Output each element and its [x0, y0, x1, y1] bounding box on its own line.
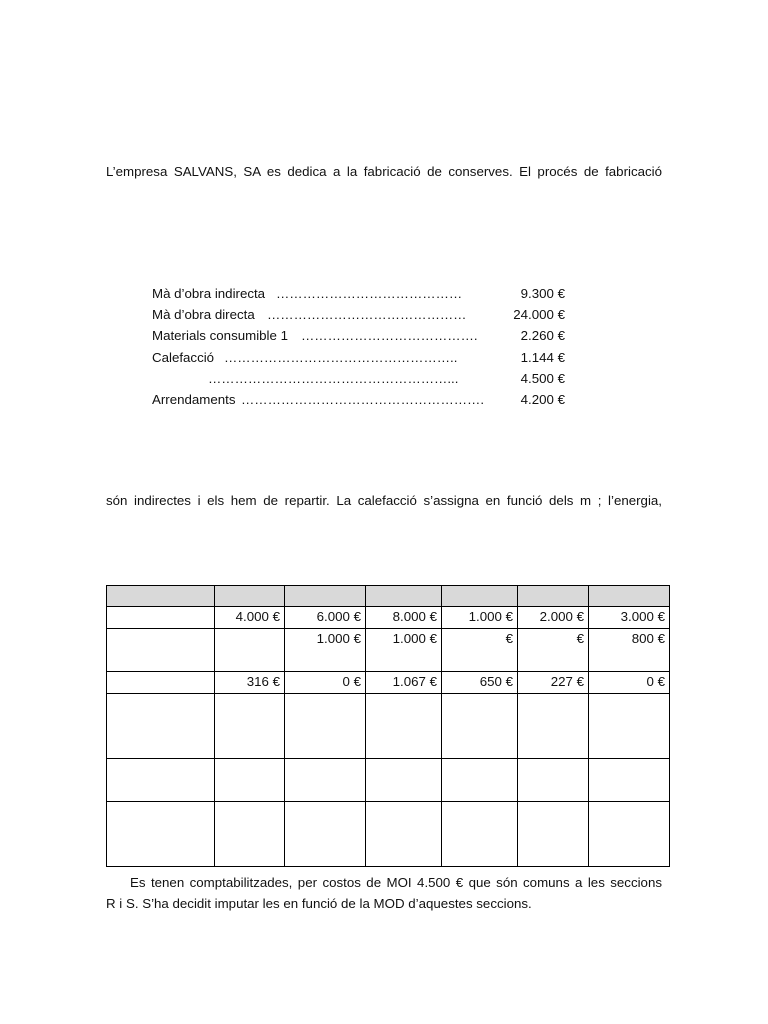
table-cell: 6.000 €	[285, 607, 366, 629]
cost-row	[152, 283, 572, 304]
table-cell	[215, 586, 285, 607]
cost-amount: 4.200 €	[520, 391, 565, 407]
table-cell	[518, 694, 589, 759]
closing-line: R i S. S’ha decidit imputar les en funció de la MOD d’aquestes seccions.	[106, 896, 532, 911]
table-cell	[366, 586, 442, 607]
leader-dots: ……………………………………	[276, 286, 463, 301]
cost-label: Mà d’obra directa	[152, 307, 255, 323]
table-cell	[442, 586, 518, 607]
table-cell: 1.000 €	[442, 607, 518, 629]
table-cell	[107, 629, 215, 672]
table-cell	[366, 759, 442, 802]
leader-dots: ………………………………….	[301, 328, 478, 344]
leader-dots: ………………………………………	[267, 307, 467, 323]
cost-label: Arrendaments	[152, 391, 236, 407]
table-cell	[518, 586, 589, 607]
table-row	[107, 802, 670, 867]
table-cell	[518, 759, 589, 802]
table-cell	[107, 607, 215, 629]
table-cell: 800 €	[589, 629, 670, 672]
table-cell	[285, 802, 366, 867]
table-cell	[107, 802, 215, 867]
intro-paragraph: L’empresa SALVANS, SA es dedica a la fabricació de conserves. El procés de fabricació	[106, 164, 662, 179]
table-cell: €	[442, 629, 518, 672]
cost-row	[152, 304, 572, 325]
cost-list	[152, 283, 572, 410]
table-cell	[107, 694, 215, 759]
cost-row	[152, 389, 572, 410]
table-cell: 227 €	[518, 672, 589, 694]
table-cell	[107, 586, 215, 607]
table-cell: 0 €	[589, 672, 670, 694]
cost-row	[152, 325, 572, 346]
closing-line: Es tenen comptabilitzades, per costos de MOI 4.500 € que són comuns a les seccions	[130, 875, 662, 890]
table-row	[107, 759, 670, 802]
table-cell	[107, 672, 215, 694]
leader-dots: ………………………………………………...	[208, 370, 459, 386]
table-cell	[215, 694, 285, 759]
cost-amount: 1.144 €	[520, 349, 565, 365]
cost-amount: 24.000 €	[513, 307, 565, 323]
cost-amount: 4.500 €	[520, 370, 565, 386]
table-cell	[442, 802, 518, 867]
cost-row	[152, 347, 572, 368]
table-cell	[518, 802, 589, 867]
table-cell	[107, 759, 215, 802]
table-cell: 0 €	[285, 672, 366, 694]
table-row	[107, 672, 670, 694]
cost-label: Materials consumible 1	[152, 328, 288, 344]
table-cell	[589, 802, 670, 867]
table-cell: 3.000 €	[589, 607, 670, 629]
table-cell: 2.000 €	[518, 607, 589, 629]
closing-paragraph	[106, 872, 662, 914]
cost-label: Mà d’obra indirecta	[152, 286, 266, 301]
table-cell: 8.000 €	[366, 607, 442, 629]
cost-row	[152, 368, 572, 389]
cost-amount: 2.260 €	[520, 328, 565, 344]
table-cell	[285, 694, 366, 759]
table-cell	[366, 802, 442, 867]
table-cell	[285, 759, 366, 802]
table-cell	[442, 759, 518, 802]
cost-amount: 9.300 €	[520, 286, 565, 301]
table-cell: 1.000 €	[285, 629, 366, 672]
leader-dots: ……………………………………………..	[224, 349, 458, 365]
table-cell	[366, 694, 442, 759]
table-row	[107, 694, 670, 759]
table-cell	[589, 586, 670, 607]
table-row	[107, 607, 670, 629]
table-cell	[589, 759, 670, 802]
table-cell: 1.000 €	[366, 629, 442, 672]
leader-dots: ……………………………………………….	[241, 391, 485, 407]
table-cell: 316 €	[215, 672, 285, 694]
table-cell	[442, 694, 518, 759]
table-cell	[215, 802, 285, 867]
table-cell: 1.067 €	[366, 672, 442, 694]
table-cell: 4.000 €	[215, 607, 285, 629]
cost-label: Calefacció	[152, 349, 215, 365]
indirect-costs-paragraph: són indirectes i els hem de repartir. La calefacció s’assigna en funció dels m ; l’energia,	[106, 493, 662, 508]
table-cell: 650 €	[442, 672, 518, 694]
cost-sections-table	[106, 585, 670, 867]
table-header-row	[107, 586, 670, 607]
table-cell	[589, 694, 670, 759]
table-cell: €	[518, 629, 589, 672]
table-row	[107, 629, 670, 672]
table-cell	[215, 629, 285, 672]
table-cell	[215, 759, 285, 802]
table-cell	[285, 586, 366, 607]
